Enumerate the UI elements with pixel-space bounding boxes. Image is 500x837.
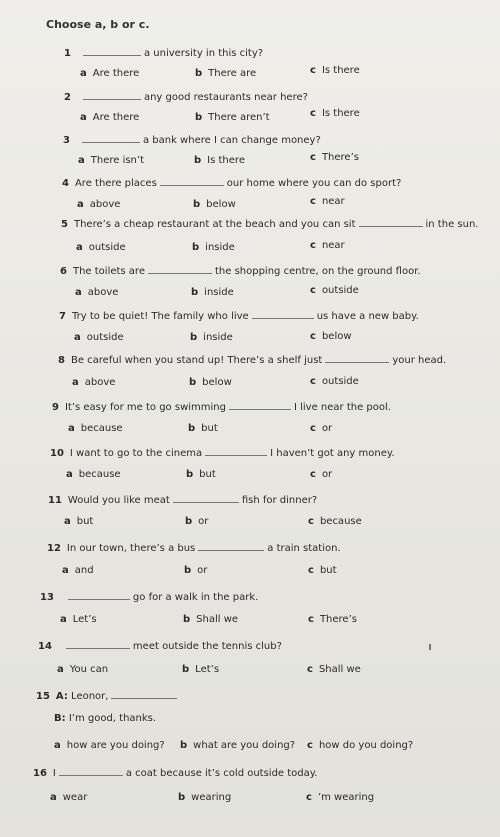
option-3b[interactable]: b Is there [194,155,245,166]
option-2c[interactable]: c Is there [310,108,360,119]
option-5c[interactable]: c near [310,240,345,251]
option-6a[interactable]: a above [75,287,119,298]
option-10a[interactable]: a because [66,469,121,480]
option-15c[interactable]: c how do you doing? [307,740,414,751]
question-4: 4 Are there places our home where you can do sport? [62,178,402,189]
option-7b[interactable]: b inside [190,332,233,343]
option-8c[interactable]: c outside [310,376,359,387]
option-10b[interactable]: b but [186,469,216,480]
option-2b[interactable]: b There aren’t [195,112,270,123]
option-4a[interactable]: a above [77,199,121,210]
option-9a[interactable]: a because [68,423,123,434]
option-11a[interactable]: a but [64,516,94,527]
option-2a[interactable]: a Are there [80,112,140,123]
option-1c[interactable]: c Is there [310,65,360,76]
question-15-reply: B: I’m good, thanks. [54,713,157,724]
option-4c[interactable]: c near [310,196,345,207]
option-16a[interactable]: a wear [50,792,88,803]
option-15a[interactable]: a how are you doing? [54,740,165,751]
option-5a[interactable]: a outside [76,242,126,253]
question-11: 11 Would you like meat fish for dinner? [48,495,318,506]
option-12c[interactable]: c but [308,565,337,576]
option-7a[interactable]: a outside [74,332,124,343]
question-13: 13 go for a walk in the park. [40,592,259,603]
option-8a[interactable]: a above [72,377,116,388]
question-3: 3 a bank where I can change money? [63,135,321,146]
question-14: 14 meet outside the tennis club? [38,641,282,652]
option-13a[interactable]: a Let’s [60,614,97,625]
option-1b[interactable]: b There are [195,68,257,79]
option-7c[interactable]: c below [310,331,352,342]
question-7: 7 Try to be quiet! The family who live us have a new baby. [59,311,419,322]
question-10: 10 I want to go to the cinema I haven’t got any money. [50,448,395,459]
option-3a[interactable]: a There isn’t [78,155,144,166]
option-11b[interactable]: b or [185,516,209,527]
option-12b[interactable]: b or [184,565,208,576]
question-5: 5 There’s a cheap restaurant at the beach and you can sit in the sun. [61,219,479,230]
option-3c[interactable]: c There’s [310,152,359,163]
question-12: 12 In our town, there’s a bus a train station. [47,543,341,554]
stray-mark [429,644,431,650]
option-16c[interactable]: c ’m wearing [306,792,375,803]
option-10c[interactable]: c or [310,469,333,480]
option-11c[interactable]: c because [308,516,362,527]
option-12a[interactable]: a and [62,565,94,576]
instruction-title: Choose a, b or c. [46,18,150,31]
option-8b[interactable]: b below [189,377,232,388]
option-13b[interactable]: b Shall we [183,614,239,625]
option-9b[interactable]: b but [188,423,218,434]
option-13c[interactable]: c There’s [308,614,357,625]
option-6c[interactable]: c outside [310,285,359,296]
question-9: 9 It’s easy for me to go swimming I live near the pool. [52,402,391,413]
question-16: 16 I a coat because it’s cold outside today. [33,768,318,779]
option-14c[interactable]: c Shall we [307,664,361,675]
option-16b[interactable]: b wearing [178,792,232,803]
question-15: 15 A: Leonor, [36,689,180,702]
option-9c[interactable]: c or [310,423,333,434]
question-1: 1 a university in this city? [64,48,264,59]
option-1a[interactable]: a Are there [80,68,140,79]
option-14a[interactable]: a You can [57,664,109,675]
question-2: 2 any good restaurants near here? [64,92,308,103]
question-8: 8 Be careful when you stand up! There’s a shelf just your head. [58,355,447,366]
option-4b[interactable]: b below [193,199,236,210]
option-14b[interactable]: b Let’s [182,664,220,675]
option-5b[interactable]: b inside [192,242,235,253]
question-6: 6 The toilets are the shopping centre, on the ground floor. [60,266,421,277]
option-6b[interactable]: b inside [191,287,234,298]
option-15b[interactable]: b what are you doing? [180,740,296,751]
